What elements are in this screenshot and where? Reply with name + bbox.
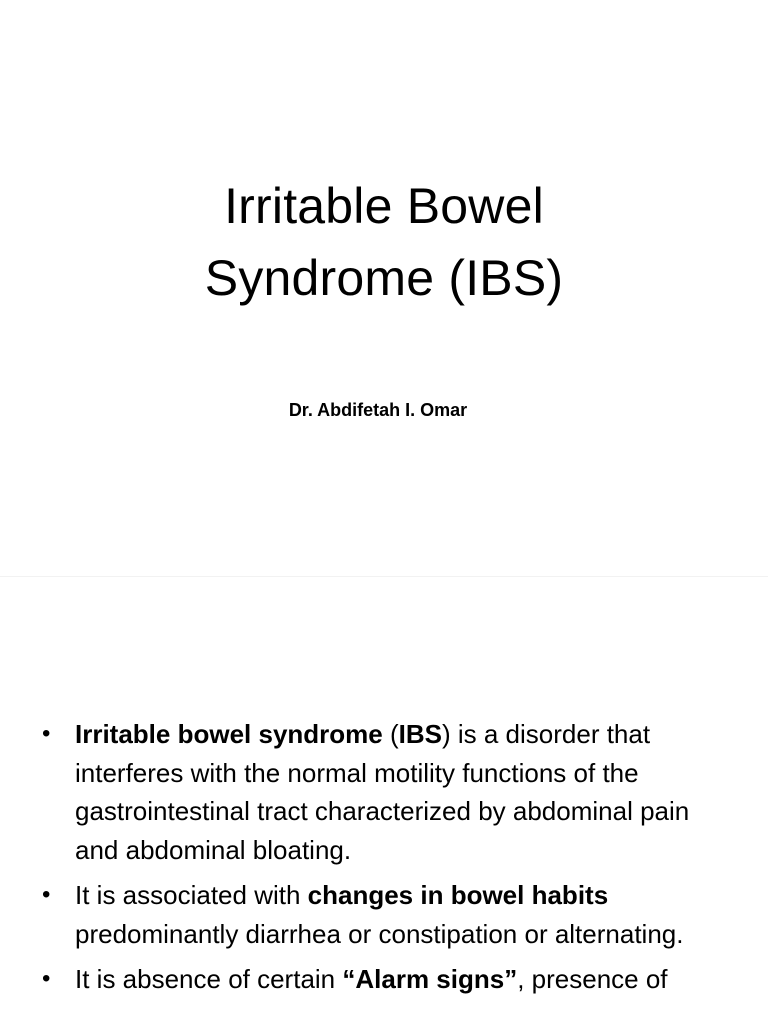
bullet-item: [0, 960, 768, 999]
bullet-text: It is associated with: [75, 880, 308, 910]
bullet-text: predominantly diarrhea or constipation or alternating.: [75, 918, 684, 949]
content-slide: [0, 577, 768, 1024]
bullet-text: ) is a disorder that interferes with the normal motility functions of the gastrointestinal tract characterized by abdominal pain and abdominal bloating.: [75, 719, 690, 865]
bullet-dot-icon: •: [42, 965, 51, 992]
bullet-text-bold: Irritable bowel syndrome: [75, 719, 383, 749]
bullet-text-bold: changes in bowel habits: [307, 880, 609, 910]
bullet-text: (: [382, 719, 399, 749]
bullet-text-bold: “Alarm signs”: [342, 964, 518, 994]
bullet-list: [0, 715, 768, 1006]
bullet-text: It is absence of certain: [75, 964, 343, 994]
slide-title-line-1: Irritable Bowel: [224, 178, 544, 234]
bullet-text: , presence of: [517, 964, 668, 994]
bullet-item: [0, 876, 768, 953]
bullet-dot-icon: •: [42, 720, 51, 747]
bullet-text-bold: IBS: [398, 719, 442, 749]
bullet-item: [0, 715, 768, 869]
slide-title: [0, 170, 768, 314]
bullet-dot-icon: •: [42, 881, 51, 908]
author-name: Dr. Abdifetah I. Omar: [288, 400, 468, 420]
slide-title-line-2: Syndrome (IBS): [204, 250, 564, 306]
